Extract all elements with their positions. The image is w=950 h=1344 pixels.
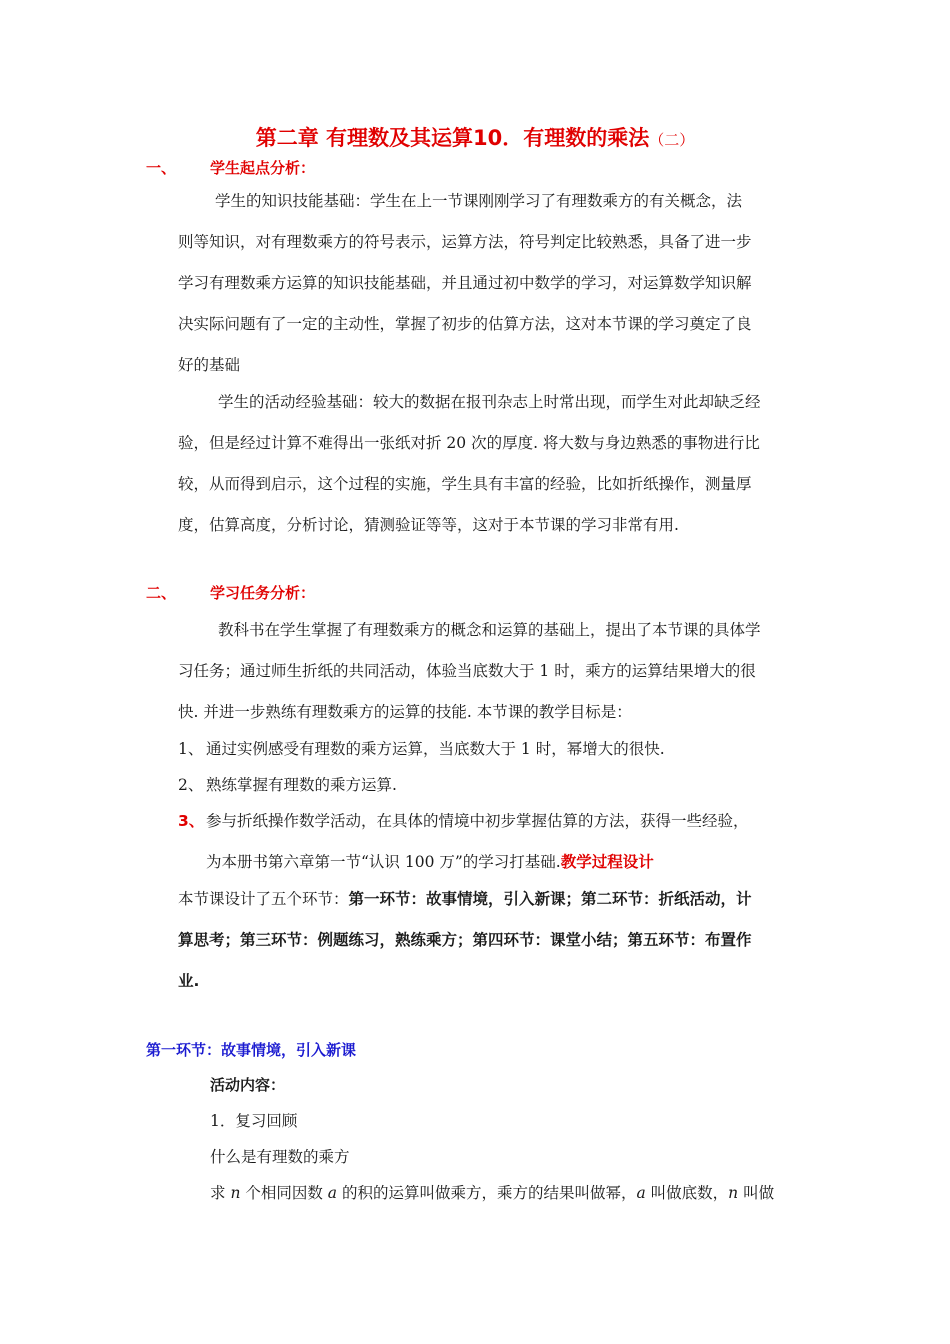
section1-para1-line: 学习有理数乘方运算的知识技能基础，并且通过初中数学的学习，对运算数学知识解 (178, 274, 752, 292)
section1-para2-line: 验，但是经过计算不难得出一张纸对折 20 次的厚度. 将大数与身边熟悉的事物进行比 (178, 434, 760, 452)
design-steps-part3: 业. (178, 972, 200, 990)
design-intro-line (178, 887, 752, 909)
design-steps-part1: 第一环节：故事情境，引入新课；第二环节：折纸活动，计 (348, 890, 752, 908)
definition-var: n (230, 1184, 241, 1202)
section2-number: 二、 (146, 584, 177, 602)
design-steps-part2: 算思考；第三环节：例题练习，熟练乘方；第四环节：课堂小结；第五环节：布置作 (178, 931, 752, 949)
review-item: 1．复习回顾 (210, 1112, 298, 1130)
section1-para2-line: 学生的活动经验基础：较大的数据在报刊杂志上时常出现，而学生对此却缺乏经 (218, 393, 761, 411)
definition-var: a (636, 1184, 646, 1202)
section1-heading: 学生起点分析： (210, 159, 316, 177)
section1-para1-line: 好的基础 (178, 356, 241, 374)
goal3-continuation: 为本册书第六章第一节“认识 100 万”的学习打基础. (206, 853, 561, 871)
definition-part: 个相同因数 (240, 1184, 328, 1202)
goal-number: 3、 (178, 812, 205, 830)
section1-para2-line: 较，从而得到启示，这个过程的实施，学生具有丰富的经验，比如折纸操作，测量厚 (178, 475, 752, 493)
definition-var: a (327, 1184, 338, 1202)
step1-heading: 第一环节：故事情境，引入新课 (146, 1041, 357, 1059)
section2-heading: 学习任务分析： (210, 584, 316, 602)
goal3-continuation-line (206, 850, 654, 872)
section1-number: 一、 (146, 159, 177, 177)
definition-var: n (728, 1184, 739, 1202)
goal-text: 通过实例感受有理数的乘方运算，当底数大于 1 时，幂增大的很快. (206, 740, 665, 758)
definition-part: 叫做底数， (645, 1184, 729, 1202)
definition-part: 叫做 (738, 1184, 775, 1202)
page-title (0, 122, 950, 152)
goal-number: 1、 (178, 740, 204, 758)
definition-text (210, 1181, 774, 1203)
definition-part: 的积的运算叫做乘方，乘方的结果叫做幂， (337, 1184, 637, 1202)
section2-para-line: 快. 并进一步熟练有理数乘方的运算的技能. 本节课的教学目标是： (178, 703, 632, 721)
section2-para-line: 教科书在学生掌握了有理数乘方的概念和运算的基础上，提出了本节课的具体学 (218, 621, 761, 639)
design-intro: 本节课设计了五个环节： (178, 890, 349, 908)
section1-para1-line: 则等知识，对有理数乘方的符号表示，运算方法，符号判定比较熟悉，具备了进一步 (178, 233, 752, 251)
section1-para1-line: 学生的知识技能基础：学生在上一节课刚刚学习了有理数乘方的有关概念，法 (215, 192, 743, 210)
title-main: 第二章 有理数及其运算10．有理数的乘法 (255, 126, 650, 150)
definition-part: 求 (210, 1184, 231, 1202)
activity-label: 活动内容： (210, 1076, 286, 1094)
goal-text: 参与折纸操作数学活动，在具体的情境中初步掌握估算的方法，获得一些经验， (206, 812, 749, 830)
section2-para-line: 习任务；通过师生折纸的共同活动，体验当底数大于 1 时，乘方的运算结果增大的很 (178, 662, 756, 680)
question-text: 什么是有理数的乘方 (210, 1148, 350, 1166)
title-sub: （二） (649, 131, 695, 149)
goal-number: 2、 (178, 776, 204, 794)
goal-text: 熟练掌握有理数的乘方运算. (206, 776, 397, 794)
design-label: 教学过程设计 (560, 853, 654, 871)
section1-para1-line: 决实际问题有了一定的主动性，掌握了初步的估算方法，这对本节课的学习奠定了良 (178, 315, 752, 333)
section1-para2-line: 度，估算高度，分析讨论，猜测验证等等，这对于本节课的学习非常有用. (178, 516, 679, 534)
